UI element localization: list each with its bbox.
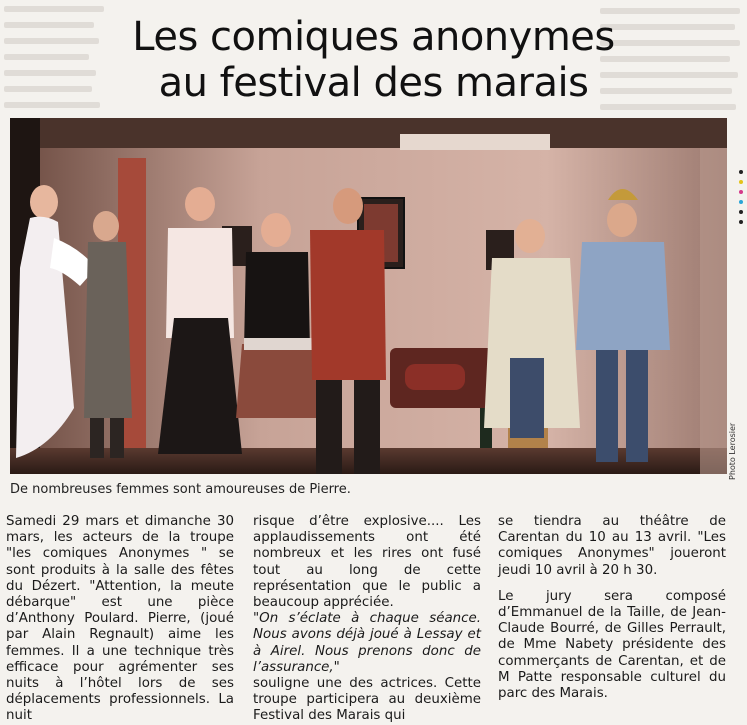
column-2 <box>253 514 481 725</box>
photo-caption: De nombreuses femmes sont amoureuses de Pierre. <box>10 482 351 497</box>
quote: "On s’éclate à chaque séance. Nous avons déjà joué à Lessay et à Airel. Nous prenons donc de l’assurance," <box>253 611 481 675</box>
paragraph: souligne une des actrices. Cette troupe participera au deuxième Festival des Marais qui <box>253 676 481 724</box>
headline-line-2: au festival des marais <box>158 60 589 106</box>
registration-marks <box>738 170 746 230</box>
article-headline <box>0 14 747 106</box>
column-1 <box>6 514 234 725</box>
article-body <box>6 514 741 724</box>
stage-photo <box>10 118 727 474</box>
photo-credit: Photo Lerosier <box>728 422 737 480</box>
paragraph: Samedi 29 mars et dimanche 30 mars, les acteurs de la troupe "les comiques Anonymes " se sont produits à la salle des fêtes du Dézert. "Attention, la meute débarque" est une pièce d’Anthony Poulard. Pierre, (joué par Alain Regnault) aime les femmes. Il a une technique très efficace pour agrémenter ses nuits à l’hôtel lors de ses déplacements professionnels. La nuit <box>6 514 234 724</box>
paragraph: risque d’être explosive.... Les applaudissements ont été nombreux et les rires ont fusé tout au long de cette représentation que le public a beaucoup appréciée. <box>253 514 481 611</box>
paragraph: se tiendra au théâtre de Carentan du 10 au 13 avril. "Les comiques Anonymes" joueront jeudi 10 avril à 20 h 30. <box>498 514 726 578</box>
stage-photo-illustration <box>10 118 727 474</box>
headline-line-1: Les comiques anonymes <box>132 14 615 60</box>
column-3 <box>498 514 726 702</box>
paragraph: Le jury sera composé d’Emmanuel de la Taille, de Jean-Claude Bourré, de Gilles Perrault, de Mme Nabety présidente des commerçants de Carentan, et de M Patte responsable culturel du parc des Marais. <box>498 588 726 702</box>
